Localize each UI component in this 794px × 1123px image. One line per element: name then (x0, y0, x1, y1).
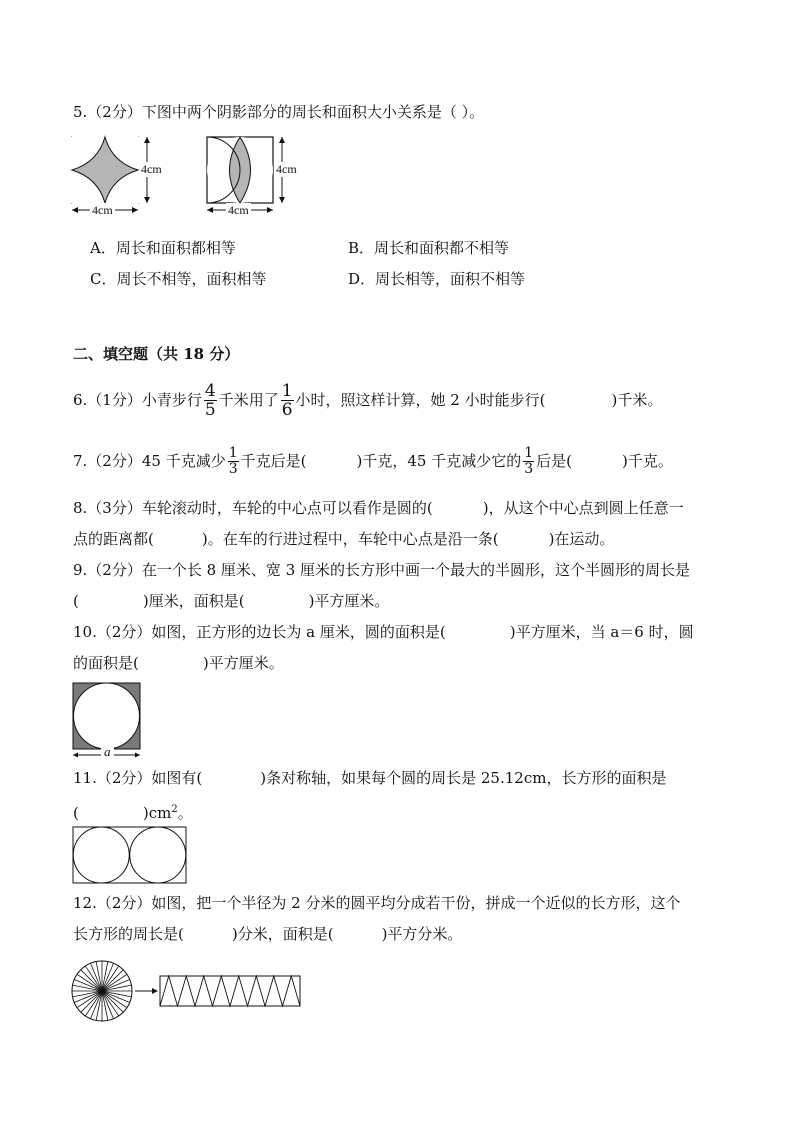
q6-fraction-2 (281, 382, 294, 419)
q7-text-5: )千克。 (622, 452, 673, 470)
q7-text-1: 7.（2分）45 千克减少 (73, 452, 226, 470)
q7-fraction-1-numerator: 1 (228, 444, 238, 461)
q10-text-2: )平方厘米，当 a＝6 时，圆 (509, 623, 694, 641)
q8-text-5: )在运动。 (548, 530, 615, 548)
q10-text-3: 的面积是( (73, 654, 139, 672)
q6-fraction-2-denominator: 6 (281, 399, 293, 420)
q7-fraction-2-denominator: 3 (524, 460, 534, 477)
q6-fraction-1-denominator: 5 (204, 399, 216, 420)
q5-option-c[interactable]: C．周长不相等，面积相等 (90, 270, 267, 288)
q11-text-4: )cm (142, 804, 172, 822)
q9-text-1: ( (73, 592, 79, 610)
q5-option-d[interactable]: D．周长相等，面积不相等 (348, 270, 526, 288)
q12-rectangle (160, 976, 300, 1006)
q12-text-2: )分米，面积是( (231, 925, 334, 943)
q12-text-1: 长方形的周长是( (73, 925, 184, 943)
q12-line-1: 12.（2分）如图，把一个半径为 2 分米的圆平均分成若干份，拼成一个近似的长方形，这个 (73, 894, 681, 912)
q8-line-1 (73, 497, 684, 519)
q6-text-2: 千米用了 (218, 391, 279, 409)
q6-fraction-1 (204, 382, 217, 419)
q8-line-2 (73, 528, 614, 550)
q8-text-4: )。在车的行进过程中，车轮中心点是沿一条( (201, 530, 499, 548)
q11-figure (72, 826, 190, 886)
q6-text-3: 小时，照这样计算，她 2 小时能步行( (295, 391, 546, 409)
q12-figure (70, 957, 310, 1029)
q12-line-2 (73, 923, 462, 945)
q11-superscript: 2 (171, 804, 178, 815)
q8-text-2: )，从这个中心点到圆上任意一 (482, 499, 684, 517)
q12-arrow-head (152, 988, 158, 994)
q5-figure-right (205, 134, 315, 220)
q7-text-4: 后是( (536, 452, 572, 470)
q6-fraction-2-numerator: 1 (281, 380, 293, 401)
q9-line-1: 9.（2分）在一个长 8 厘米、宽 3 厘米的长方形中画一个最大的半圆形，这个半圆形的周长是 (73, 561, 691, 579)
q10-text-4: )平方厘米。 (202, 654, 284, 672)
q11-line-2 (73, 799, 193, 824)
section-title: 二、填空题（共 18 分） (73, 345, 240, 363)
q11-text-3: ( (73, 804, 79, 822)
q6-text-1: 6.（1分）小青步行 (73, 391, 202, 409)
q5-right-side-label: 4cm (276, 162, 297, 176)
q11-text-5: 。 (177, 804, 193, 822)
q11-line-1 (73, 767, 666, 789)
q7-text-3: )千克，45 千克减少它的 (356, 452, 522, 470)
q6 (73, 378, 662, 422)
q5-figure-left (70, 134, 180, 220)
q9-text-2: )厘米，面积是( (142, 592, 245, 610)
q11-text-2: )条对称轴，如果每个圆的周长是 25.12cm，长方形的面积是 (260, 769, 667, 787)
q10-side-label: a (101, 745, 114, 759)
q5-stem: 5.（2分）下图中两个阴影部分的周长和面积大小关系是（ ）。 (73, 103, 485, 121)
q12-text-3: )平方分米。 (381, 925, 463, 943)
q7-fraction-2 (523, 446, 534, 477)
q11-text-1: 11.（2分）如图有( (73, 769, 203, 787)
q10-text-1: 10.（2分）如图，正方形的边长为 a 厘米，圆的面积是( (73, 623, 446, 641)
q6-text-4: )千米。 (611, 391, 663, 409)
q7-text-2: 千克后是( (240, 452, 307, 470)
q9-line-2 (73, 590, 389, 612)
q7-fraction-2-numerator: 1 (524, 444, 534, 461)
q7-fraction-1-denominator: 3 (228, 460, 238, 477)
q5-option-a[interactable]: A．周长和面积都相等 (90, 239, 236, 257)
q5-right-bottom-label: 4cm (228, 203, 249, 217)
q9-text-3: )平方厘米。 (308, 592, 390, 610)
q5-option-b[interactable]: B．周长和面积都不相等 (348, 239, 510, 257)
q5-left-side-label: 4cm (141, 162, 162, 176)
q6-fraction-1-numerator: 4 (204, 380, 216, 401)
q7-fraction-1 (228, 446, 239, 477)
q12-circle-sectors (72, 961, 132, 1021)
q5-left-bottom-label: 4cm (92, 203, 113, 217)
q10-line-1 (73, 621, 694, 643)
q10-line-2 (73, 652, 284, 674)
q8-text-1: 8.（3分）车轮滚动时，车轮的中心点可以看作是圆的( (73, 499, 433, 517)
q8-text-3: 点的距离都( (73, 530, 154, 548)
q7 (73, 439, 673, 483)
